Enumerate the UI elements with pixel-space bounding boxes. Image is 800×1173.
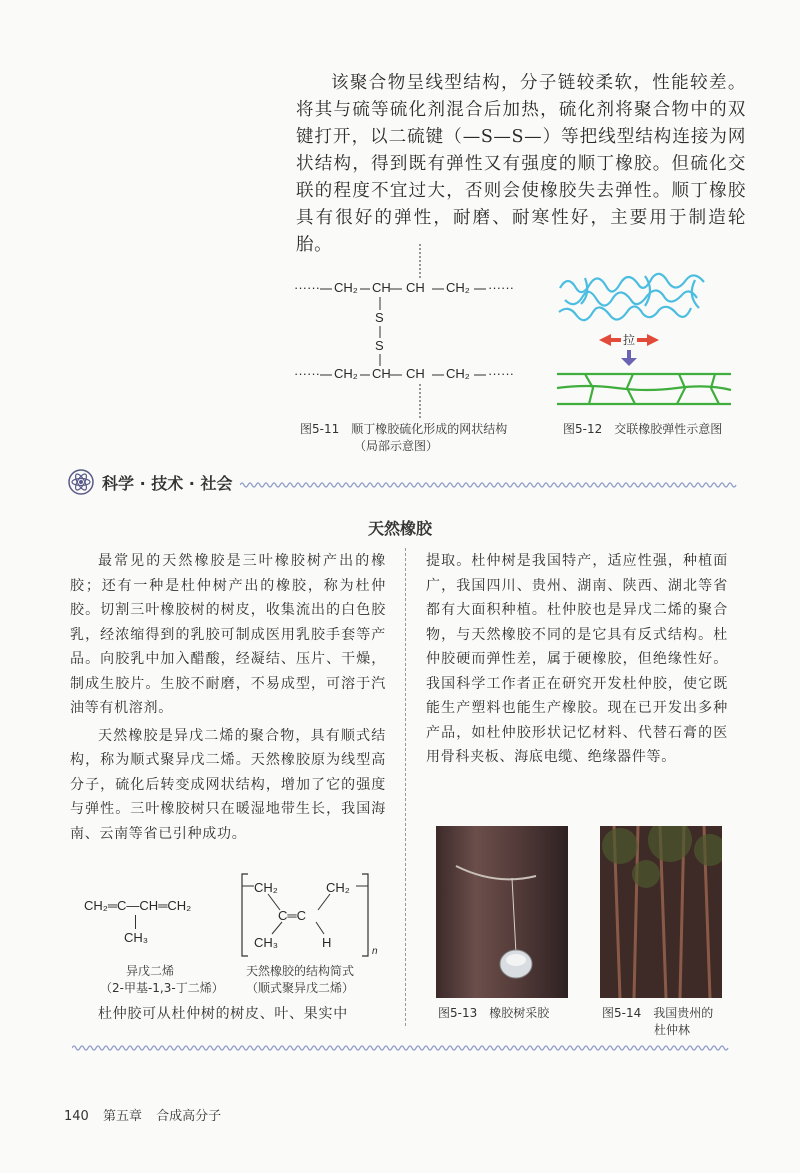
- chain-ch: CH: [406, 280, 425, 295]
- chain-ch2: CH₂: [446, 366, 470, 381]
- isoprene-caption: 异戊二烯: [126, 964, 175, 978]
- box-title: 天然橡胶: [367, 519, 432, 538]
- left-paragraph-2: 天然橡胶是异戊二烯的聚合物，具有顺式结构，称为顺式聚异戊二烯。天然橡胶原为线型高分子，硫化后转变成网状结构，增加了它的强度与弹性。三叶橡胶树只在暖湿地带生长，我国海南、云南等省已引种成功。: [70, 727, 386, 842]
- figure-5-11-caption-sub: （局部示意图）: [354, 439, 439, 453]
- rubber-caption: 天然橡胶的结构简式: [246, 964, 355, 978]
- atom-icon: [68, 469, 94, 495]
- chapter-title: 合成高分子: [156, 1109, 222, 1124]
- bottom-wavy-divider: [72, 1043, 732, 1053]
- figure-5-11: [290, 242, 520, 422]
- chain-ch2: CH₂: [334, 366, 358, 381]
- sulfur-atom: S: [375, 338, 384, 353]
- chain-dots-left: ······: [294, 280, 320, 295]
- figure-5-12: [555, 268, 735, 413]
- rubber-ch2-left: CH₂: [254, 880, 278, 895]
- page-number: 140: [64, 1109, 89, 1124]
- left-paragraph-3: 杜仲胶可从杜仲树的树皮、叶、果实中: [98, 1006, 348, 1022]
- elasticity-illustration: [555, 268, 735, 413]
- chain-ch: CH: [372, 366, 391, 381]
- right-column: [426, 549, 728, 770]
- repeat-n: n: [372, 946, 378, 957]
- rubber-double-bond: C═C: [278, 908, 306, 923]
- rubber-h: H: [322, 935, 332, 950]
- pull-label: 拉: [623, 333, 636, 347]
- page-footer: [64, 1105, 231, 1124]
- network-structure-diagram: [290, 242, 520, 422]
- figure-5-14-caption: 图5-14 我国贵州的: [602, 1006, 714, 1020]
- chain-ch: CH: [406, 366, 425, 381]
- chain-dots-right: ······: [488, 280, 514, 295]
- left-column-end: [70, 1002, 386, 1027]
- intro-text: 该聚合物呈线型结构，分子链较柔软，性能较差。将其与硫等硫化剂混合后加热，硫化剂将聚合物中的双键打开，以二硫键（—S—S—）等把线型结构连接为网状结构，得到既有弹性又有强度的顺丁橡胶。但硫化交联的程度不宜过大，否则会使橡胶失去弹性。顺丁橡胶具有很好的弹性，耐磨、耐寒性好，主要用于制造轮胎。: [296, 73, 746, 255]
- right-paragraph-1: 提取。杜仲树是我国特产，适应性强，种植面广，我国四川、贵州、湖南、陕西、湖北等省都有大面积种植。杜仲胶也是异戊二烯的聚合物，与天然橡胶不同的是它具有反式结构。杜仲胶硬而弹性差，属于硬橡胶，但绝缘性好。我国科学工作者正在研究开发杜仲胶，使它既能生产塑料也能生产橡胶。现在已开发出多种产品，如杜仲胶形状记忆材料、代替石膏的医用骨科夹板、海底电缆、绝缘器件等。: [426, 553, 728, 765]
- wavy-divider: [240, 480, 740, 490]
- figure-5-14-caption-sub: 杜仲林: [654, 1023, 691, 1037]
- chain-dots-right: ······: [488, 366, 514, 381]
- figure-5-13-caption: 图5-13 橡胶树采胶: [438, 1006, 550, 1020]
- figure-5-11-caption: 图5-11 顺丁橡胶硫化形成的网状结构: [300, 422, 508, 436]
- rubber-tree-photo: [436, 826, 568, 998]
- rubber-ch3: CH₃: [254, 935, 279, 950]
- eucommia-forest-photo: [600, 826, 722, 998]
- left-paragraph-1: 最常见的天然橡胶是三叶橡胶树产出的橡胶；还有一种是杜仲树产出的橡胶，称为杜仲胶。切割三叶橡胶树的树皮，收集流出的白色胶乳，经浓缩得到的乳胶可制成医用乳胶手套等产品。向胶乳中加入醋酸，经凝结、压片、干燥，制成生胶片。生胶不耐磨，不易成型，可溶于汽油等有机溶剂。: [70, 553, 386, 716]
- isoprene-formula: CH₂═C—CH═CH₂: [84, 898, 192, 913]
- left-column: [70, 549, 386, 846]
- intro-paragraph: [296, 70, 746, 259]
- chain-dots-left: ······: [294, 366, 320, 381]
- isoprene-methyl: CH₃: [124, 930, 149, 945]
- chain-ch2: CH₂: [334, 280, 358, 295]
- methyl-bond: [135, 915, 136, 929]
- chapter-label: 第五章: [102, 1109, 142, 1124]
- isoprene-caption-sub: （2-甲基-1,3-丁二烯）: [100, 981, 224, 995]
- section-header: [68, 469, 232, 495]
- chain-ch: CH: [372, 280, 391, 295]
- sulfur-atom: S: [375, 310, 384, 325]
- rubber-ch2-right: CH₂: [326, 880, 350, 895]
- rubber-caption-sub: （顺式聚异戊二烯）: [246, 981, 355, 995]
- section-title: 科学 · 技术 · 社会: [102, 473, 233, 493]
- figure-5-12-caption: 图5-12 交联橡胶弹性示意图: [563, 422, 723, 436]
- column-divider: [405, 548, 406, 1026]
- chain-ch2: CH₂: [446, 280, 470, 295]
